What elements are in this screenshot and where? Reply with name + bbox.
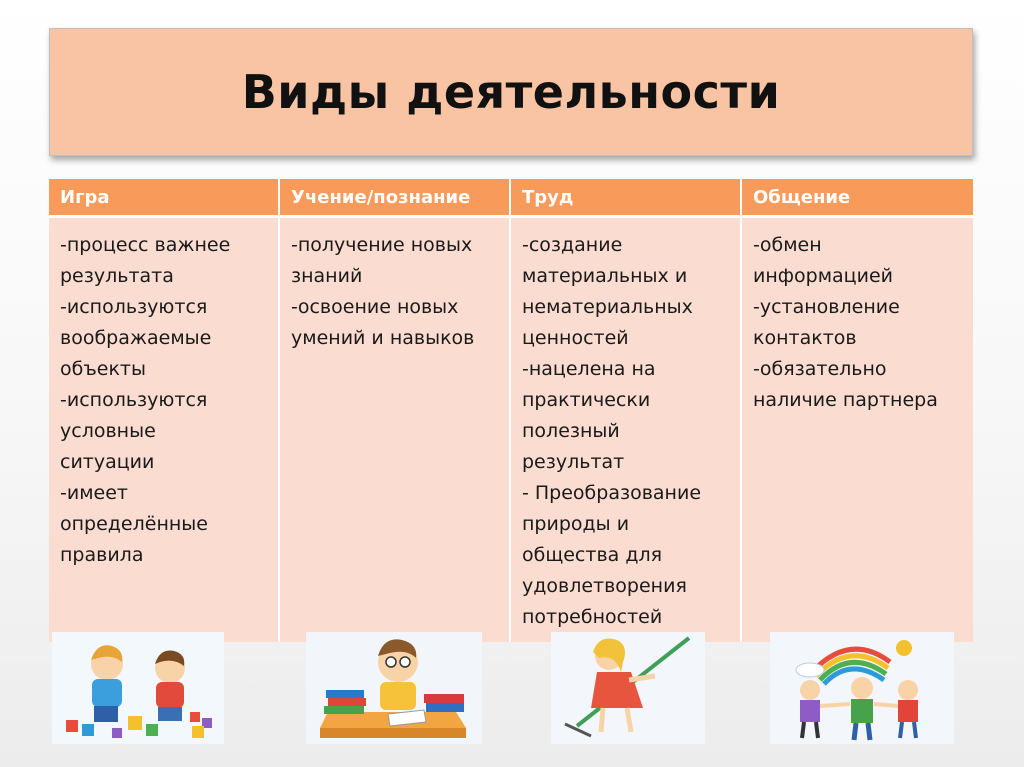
cell-line: ценностей xyxy=(522,327,629,349)
cell-line: общества для xyxy=(522,544,663,566)
boy-studying-books-illustration xyxy=(306,632,482,744)
title-box xyxy=(49,28,973,156)
cell-line: наличие партнера xyxy=(753,389,938,411)
cell-line: знаний xyxy=(291,265,363,287)
header-labor: Труд xyxy=(510,179,741,217)
children-playing-blocks-illustration xyxy=(52,632,224,744)
cell-line: -освоение новых xyxy=(291,296,459,318)
cell-line: -процесс важнее xyxy=(60,234,231,256)
cell-line: -используются xyxy=(60,296,208,318)
cell-line: природы и xyxy=(522,513,630,535)
cell-communication xyxy=(741,217,973,643)
table-row xyxy=(49,217,973,643)
table-header-row xyxy=(49,179,973,217)
cell-line: удовлетворения xyxy=(522,575,687,597)
cell-line: полезный xyxy=(522,420,620,442)
cell-line: информацией xyxy=(753,265,893,287)
cell-line: практически xyxy=(522,389,651,411)
cell-line: -получение новых xyxy=(291,234,473,256)
cell-learning xyxy=(279,217,510,643)
children-rainbow-talking-illustration xyxy=(770,632,954,744)
cell-line: контактов xyxy=(753,327,857,349)
cell-line: -обязательно xyxy=(753,358,887,380)
cell-line: результата xyxy=(60,265,174,287)
activities-table xyxy=(49,179,973,642)
cell-line: результат xyxy=(522,451,625,473)
cell-line: -создание xyxy=(522,234,623,256)
cell-line: нематериальных xyxy=(522,296,693,318)
header-learning: Учение/познание xyxy=(279,179,510,217)
cell-line: материальных и xyxy=(522,265,688,287)
girl-raking-illustration xyxy=(551,632,705,744)
cell-line: -обмен xyxy=(753,234,822,256)
cell-line: - Преобразование xyxy=(522,482,702,504)
cell-labor xyxy=(510,217,741,643)
cell-line: -имеет xyxy=(60,482,128,504)
cell-line: ситуации xyxy=(60,451,155,473)
cell-line: определённые xyxy=(60,513,208,535)
cell-line: воображаемые xyxy=(60,327,212,349)
header-game: Игра xyxy=(49,179,279,217)
cell-line: -используются xyxy=(60,389,208,411)
cell-line: условные xyxy=(60,420,156,442)
cell-line: объекты xyxy=(60,358,147,380)
cell-line: -установление xyxy=(753,296,900,318)
cell-line: -нацелена на xyxy=(522,358,656,380)
cell-line: умений и навыков xyxy=(291,327,475,349)
slide-title: Виды деятельности xyxy=(241,65,781,119)
cell-line: потребностей xyxy=(522,606,663,628)
header-communication: Общение xyxy=(741,179,973,217)
cell-line: правила xyxy=(60,544,144,566)
cell-game xyxy=(49,217,279,643)
